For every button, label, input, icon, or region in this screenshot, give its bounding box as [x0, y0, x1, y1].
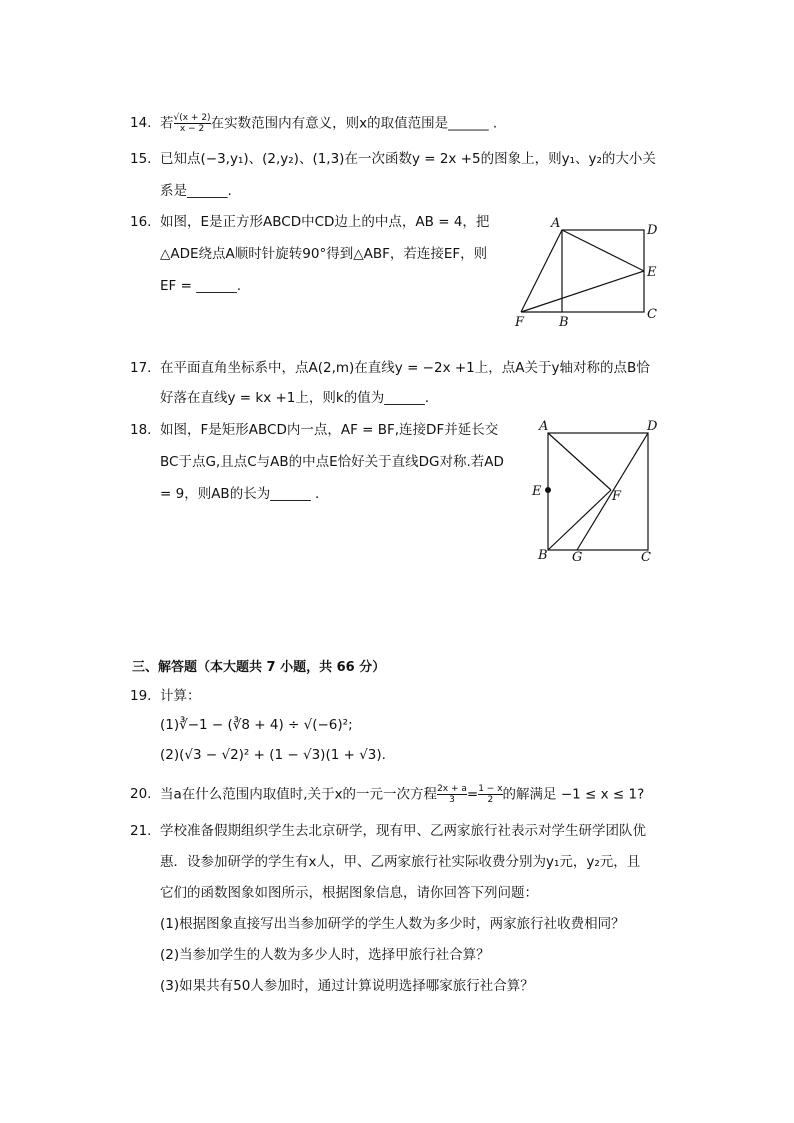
question-text: 的解满足 −1 ≤ x ≤ 1?	[502, 786, 645, 803]
segment-af	[548, 433, 611, 490]
question-number: 15.	[130, 151, 152, 167]
label-c: C	[647, 307, 657, 322]
label-b: B	[559, 315, 569, 330]
label-e: E	[647, 265, 657, 280]
square-abcd	[562, 230, 644, 312]
sub-question-2: (2)当参加学生的人数为多少人时，选择甲旅行社合算？	[160, 947, 490, 963]
equals-sign: =	[466, 786, 479, 803]
question-text: 已知点(−3,y₁)、(2,y₂)、(1,3)在一次函数y = 2x +5的图象上，则y₁、y₂的大小关	[160, 151, 656, 167]
segment-af	[521, 230, 562, 312]
fraction-denominator: 2	[478, 794, 502, 805]
label-a: A	[551, 216, 561, 231]
question-text: = 9，则AB的长为______ .	[160, 486, 320, 502]
label-a: A	[539, 419, 549, 434]
label-d: D	[647, 419, 658, 434]
question-text: 计算：	[160, 688, 201, 704]
segment-bf	[548, 490, 611, 550]
segment-ae	[562, 230, 644, 271]
sub-question-1: (1)根据图象直接写出当参加研学的学生人数为多少时，两家旅行社收费相同？	[160, 916, 625, 932]
question-number: 17.	[130, 360, 152, 376]
question-text: 在实数范围内有意义，则x的取值范围是______ .	[210, 115, 498, 132]
question-number: 18.	[130, 422, 152, 438]
label-f: F	[612, 489, 622, 504]
question-number: 20.	[130, 786, 152, 802]
question-text: 学校准备假期组织学生去北京研学，现有甲、乙两家旅行社表示对学生研学团队优	[160, 823, 646, 839]
label-f: F	[515, 315, 525, 330]
label-c: C	[641, 550, 651, 565]
question-text: 系是______.	[160, 183, 232, 199]
fraction-numerator: 2x + a	[437, 784, 467, 794]
label-g: G	[572, 550, 583, 565]
section-heading: 三、解答题（本大题共 7 小题，共 66 分）	[132, 660, 386, 675]
question-text: 它们的函数图象如图所示，根据图象信息，请你回答下列问题：	[160, 885, 538, 901]
point-e	[545, 487, 551, 493]
question-text: EF = ______.	[160, 278, 241, 294]
question-text: BC于点G,且点C与AB的中点E恰好关于直线DG对称.若AD	[160, 454, 504, 470]
fraction	[478, 784, 502, 805]
question-text: 惠．设参加研学的学生有x人，甲、乙两家旅行社实际收费分别为y₁元，y₂元，且	[160, 854, 641, 870]
label-b: B	[538, 548, 548, 563]
sub-question-1: (1)∛−1 − (∛8 + 4) ÷ √(−6)²;	[160, 717, 353, 733]
question-text: △ADE绕点A顺时针旋转90°得到△ABF，若连接EF，则	[160, 246, 488, 262]
rectangle-abcd	[548, 433, 648, 550]
fraction	[174, 113, 211, 134]
question-text: 如图，F是矩形ABCD内一点，AF = BF,连接DF并延长交	[160, 422, 499, 438]
question-text: 好落在直线y = kx +1上，则k的值为______.	[160, 390, 429, 406]
question-text: 若	[160, 115, 174, 132]
fraction	[437, 784, 467, 805]
question-number: 14.	[130, 115, 152, 131]
fraction-numerator: √(x + 2)	[173, 113, 211, 123]
fraction-numerator: 1 − x	[478, 784, 503, 794]
fraction-denominator: x − 2	[174, 123, 211, 134]
question-text: 如图，E是正方形ABCD中CD边上的中点，AB = 4，把	[160, 214, 490, 230]
question-text: 在平面直角坐标系中，点A(2,m)在直线y = −2x +1上，点A关于y轴对称的点B恰	[160, 360, 650, 376]
label-d: D	[647, 223, 658, 238]
question-number: 16.	[130, 214, 152, 230]
fraction-denominator: 3	[437, 794, 467, 805]
figure-18	[525, 416, 665, 566]
question-number: 19.	[130, 688, 152, 704]
sub-question-2: (2)(√3 − √2)² + (1 − √3)(1 + √3).	[160, 747, 386, 763]
figure-16	[505, 212, 675, 337]
question-number: 21.	[130, 823, 152, 839]
segment-fe	[521, 271, 644, 312]
sub-question-3: (3)如果共有50人参加时，通过计算说明选择哪家旅行社合算？	[160, 978, 534, 994]
label-e: E	[532, 484, 542, 499]
question-text: 当a在什么范围内取值时,关于x的一元一次方程	[160, 786, 438, 803]
